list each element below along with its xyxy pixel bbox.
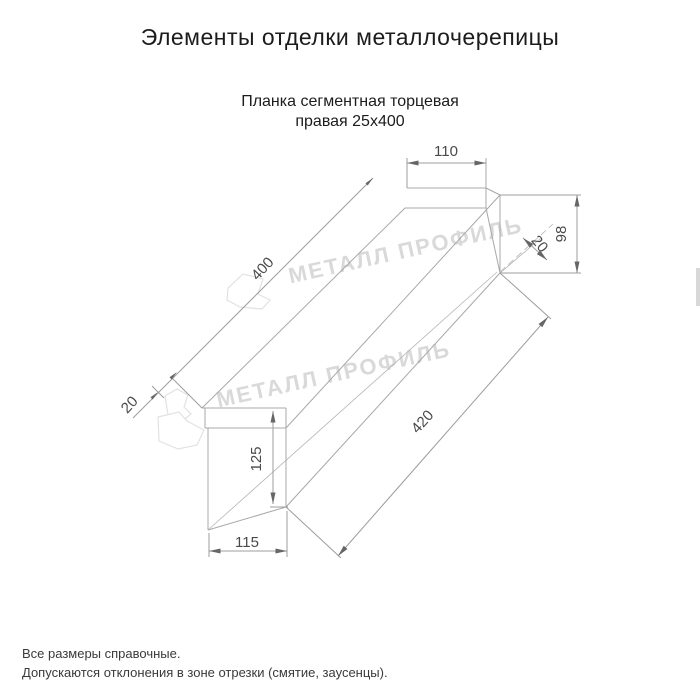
subtitle-line-1: Планка сегментная торцевая bbox=[241, 93, 459, 110]
footer-note-2: Допускаются отклонения в зоне отрезки (смятие, заусенцы). bbox=[22, 665, 388, 680]
dim-label-20-far: 20 bbox=[527, 232, 552, 256]
part-outline bbox=[202, 158, 553, 530]
dim-label-98: 98 bbox=[553, 225, 570, 243]
dim-label-400: 400 bbox=[247, 253, 278, 284]
dim-label-115: 115 bbox=[235, 534, 259, 551]
watermark-text: МЕТАЛЛ ПРОФИЛЬ bbox=[214, 336, 454, 413]
footer-note-1: Все размеры справочные. bbox=[22, 646, 181, 661]
logo-emblem-outline bbox=[158, 274, 270, 449]
watermark-text: МЕТАЛЛ ПРОФИЛЬ bbox=[286, 212, 526, 289]
dim-label-420: 420 bbox=[407, 407, 438, 437]
dimension-420 bbox=[286, 273, 551, 558]
dimension-125 bbox=[248, 411, 288, 507]
page-title: Элементы отделки металлочерепицы bbox=[140, 24, 560, 50]
right-edge-artifact bbox=[696, 268, 700, 306]
dim-label-20-near: 20 bbox=[117, 393, 142, 417]
dim-label-125: 125 bbox=[248, 446, 265, 472]
subtitle-line-2: правая 25х400 bbox=[295, 113, 405, 130]
dimension-110 bbox=[407, 143, 486, 188]
dimension-20-far bbox=[523, 232, 551, 260]
dim-label-110: 110 bbox=[434, 143, 458, 160]
